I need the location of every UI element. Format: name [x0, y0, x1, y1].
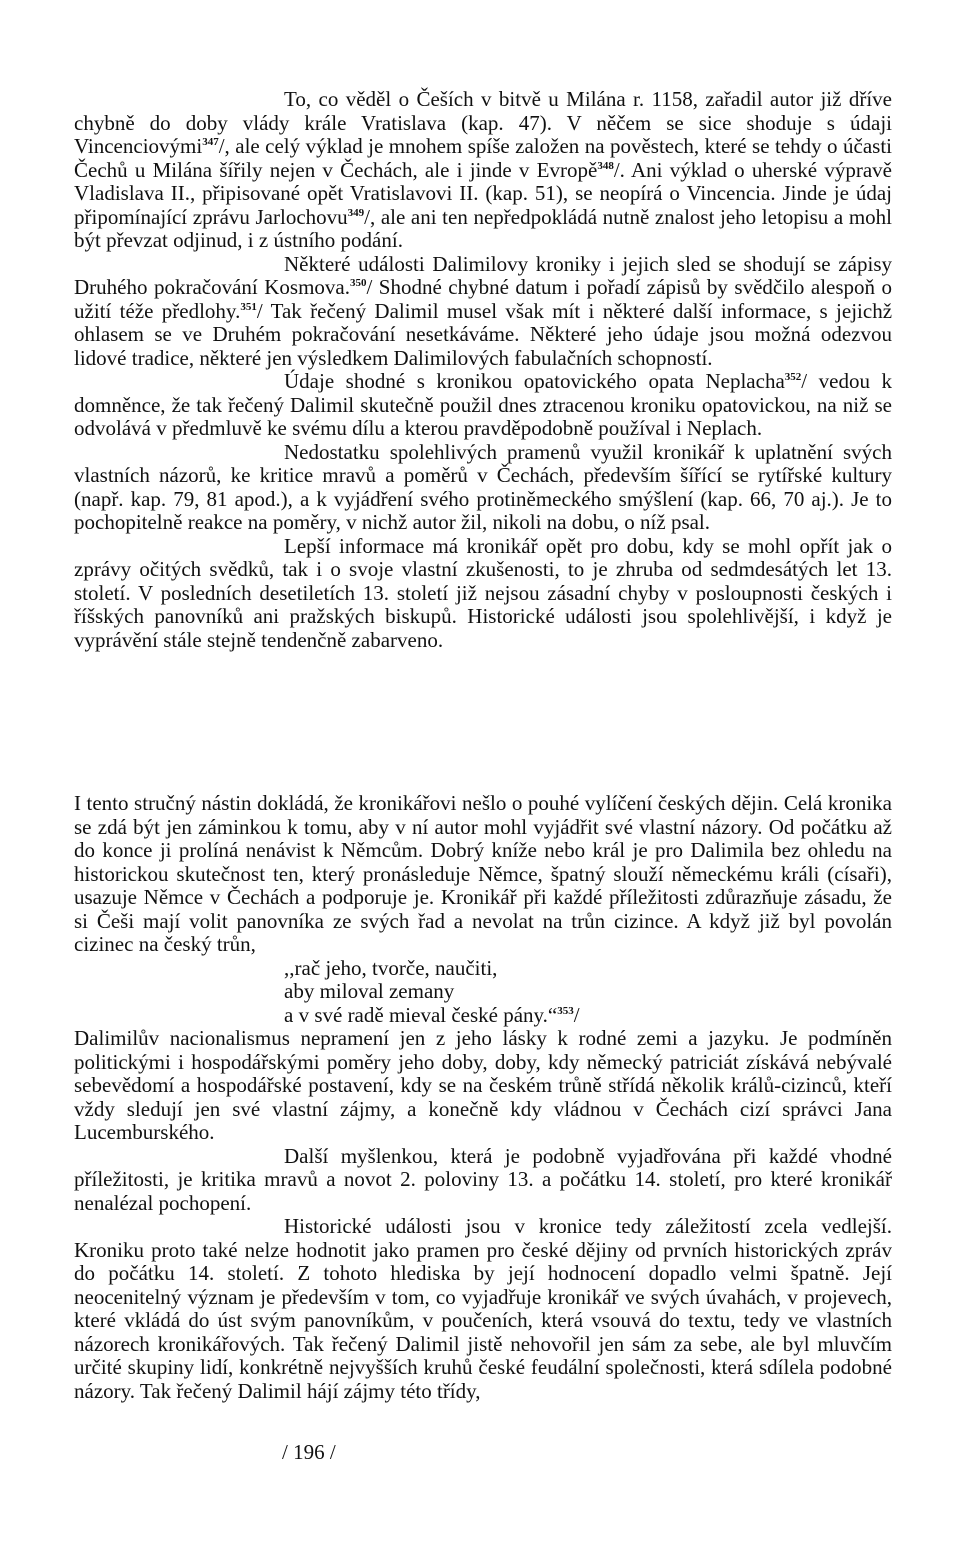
verse-line: aby miloval zemany	[284, 979, 455, 1003]
paragraph-neplach: Údaje shodné s kronikou opatovického opata Neplacha$^{352}$/ vedou k domněnce, že tak řečený Dalimil skutečně použil dnes ztracenou kroniku opatovickou, na niž se odvolává v předmluvě ke svému dílu a kterou pravděpodobně používal i Neplach.	[74, 369, 892, 440]
paragraph-own-views: Nedostatku spolehlivých pramenů využil kronikář k uplatnění svých vlastních názorů, ke kritice mravů a poměrů v Čechách, především šířící se rytířské kultury (např. kap. 79, 81 apod.), a k vyjádření svého protiněmeckého smýšlení (kap. 66, 70 aj.). Je to pochopitelně reakce na poměry, v nichž autor žil, nikoli na dobu, o níž psal.	[74, 439, 892, 534]
paragraph-better-information: Lepší informace má kronikář opět pro dobu, kdy se mohl opřít jak o zprávy očitých svědků, tak i o svoje vlastní zkušenosti, to je zhruba od sedmdesátých let 13. století. V posledních desetiletích 13. století již nejsou zásadní chyby v posloupnosti českých i říšských panovníků ani pražských biskupů. Historické události jsou spolehlivější, i když je vyprávění stále stejně tendenčně zabarveno.	[74, 533, 892, 652]
footnote-ref[interactable]: 349	[347, 206, 365, 219]
page-number: / 196 /	[282, 1440, 336, 1464]
footnote-ref[interactable]: 347	[202, 136, 219, 148]
sources-section	[74, 88, 892, 652]
footnote-ref[interactable]: 350	[349, 277, 367, 289]
footnote-ref[interactable]: 352	[784, 371, 802, 383]
footnote-ref[interactable]: 348	[597, 159, 614, 172]
paragraph-historical-events: Historické události jsou v kronice tedy záležitostí zcela vedlejší. Kroniku proto také nelze hodnotit jako pramen pro české dějiny od prvních historických zpráv do počátku 14. století. Z tohoto hlediska by její hodnocení dopadlo velmi špatně. Její neocenitelný význam je především v tom, co vyjadřuje kronikář ve svých úvahách, v projevech, které vkládá do úst svým panovníkům, v poučeních, která vsouvá do textu, tedy ve vlastních názorech kronikářových. Tak řečený Dalimil jistě nehovořil jen sám za sebe, ale byl mluvčím určité skupiny lidí, konkrétně nejvyšších kruhů české feudální společnosti, která sdílela podobné názory. Tak řečený Dalimil hájí zájmy této třídy,	[74, 1214, 892, 1403]
paragraph-milan-battle: To, co věděl o Češích v bitvě u Milána r. 1158, zařadil autor již dříve chybně do doby vlády krále Vratislava (kap. 47). V něčem se sice shoduje s údaji Vincenciovými$^{347}$/, ale celý výklad je mnohem spíše založen na pověstech, které se tehdy o účasti Čechů u Milána šířily nejen v Čechách, ale i jinde v Evropě$^{348}$/. Ani výklad o uherské výpravě Vladislava II., připisované opět Vratislavovi II. (kap. 51), se neopírá o Vincencia. Jinde je údaj připomínající zprávu Jarlochovu$^{349}$/, ale ani ten nepředpokládá nutně znalost jeho letopisu a mohl být převzat odjinud, i z ústního podání.	[74, 87, 892, 252]
paragraph-nationalism: Dalimilův nacionalismus nepramení jen z jeho lásky k rodné zemi a jazyku. Je podmíněn politickými i hospodářskými poměry jeho doby, doby, kdy německý patriciát získává nebývalé sebevědomí a hospodářské postavení, kdy se na českém trůně střídá několik králů-cizinců, kteří vždy sledují jen své vlastní zájmy, a konečně kdy vládnou v Čechách cizí správci Jana Lucemburského.	[74, 1026, 892, 1144]
verse-line: a v své radě mieval české pány.“$^{353}$/	[284, 1002, 580, 1027]
footnote-ref[interactable]: 353	[557, 1004, 574, 1017]
nationalism-section	[74, 792, 892, 1403]
paragraph-kosmas-continuation: Některé události Dalimilovy kroniky i jejich sled se shodují se zápisy Druhého pokračování Kosmova.$^{350}$/ Shodné chybné datum i pořadí zápisů by svědčilo alespoň o užití téže předlohy.$^{351}$/ Tak řečený Dalimil musel však mít i některé další informace, s jejichž ohlasem se ve Druhém pokračování nesetkáváme. Některé jeho údaje jsou možná odezvou lidové tradice, některé jen výsledkem Dalimilových fabulačních schopností.	[74, 251, 893, 370]
paragraph-moral-critique: Další myšlenkou, která je podobně vyjadřována při každé vhodné příležitosti, je kritika mravů a novot 2. poloviny 13. a počátku 14. století, pro které kronikář nenalézal pochopení.	[74, 1143, 892, 1215]
footnote-ref[interactable]: 351	[240, 300, 257, 313]
verse-quote	[74, 957, 892, 1028]
verse-line: ,,rač jeho, tvorče, naučiti,	[284, 955, 498, 980]
paragraph-intro: I tento stručný nástin dokládá, že kronikářovi nešlo o pouhé vylíčení českých dějin. Celá kronika se zdá být jen záminkou k tomu, aby v ní autor mohl vyjádřit své vlastní názory. Od počátku až do konce ji prolíná nenávist k Němcům. Dobrý kníže nebo král je pro Dalimila bez ohledu na historickou skutečnost ten, který pronásleduje Němce, špatný slouží německému králi (císaři), usazuje Němce v Čechách a podporuje je. Kronikář při každé příležitosti zdůrazňuje zásadu, že si Češi mají volit panovníka ze svých řad a nevolat na trůn cizince. A když již byl povolán cizinec na český trůn,	[74, 791, 892, 956]
